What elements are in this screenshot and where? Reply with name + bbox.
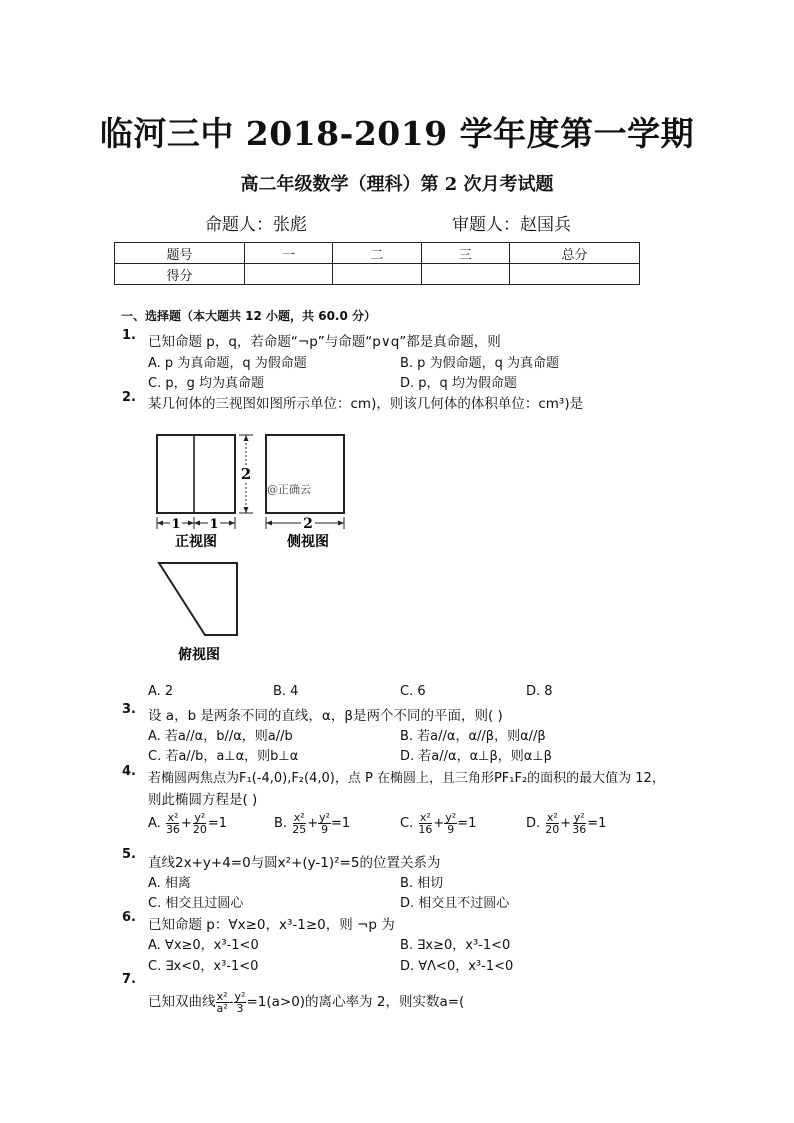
option-c: C. ∃x<0，x³-1<0: [148, 959, 259, 974]
question-text: 已知命题 p，q，若命题“¬p”与命题“p∨q”都是真命题，则: [148, 334, 501, 350]
numerator: y²: [234, 989, 246, 1003]
option-d: D. 8: [526, 684, 553, 699]
option-label: B.: [274, 816, 288, 831]
option-c: C. 相交且过圆心: [148, 896, 244, 911]
table-cell: 三: [421, 243, 509, 264]
option-a: A. $\frac{\text{x²}}{36}$ + $\frac{\text{y²}}{20}$ =1: [148, 811, 228, 836]
denominator: 25: [292, 823, 307, 836]
question-text: 若椭圆两焦点为F₁(-4,0),F₂(4,0)，点 P 在椭圆上，且三角形PF₁F₂的面积的最大值为 12，: [148, 771, 665, 786]
score-input-cell[interactable]: [510, 264, 640, 285]
option-c: C. 6: [400, 684, 426, 699]
dim-label: 1: [209, 517, 219, 532]
numerator: y²: [194, 811, 206, 824]
denominator: 20: [545, 823, 560, 836]
score-input-cell[interactable]: [333, 264, 421, 285]
option-label: A.: [148, 816, 161, 831]
question-number: 4.: [122, 764, 136, 779]
fraction: [417, 812, 433, 835]
dim-label: 2: [303, 516, 313, 532]
option-b: B. $\frac{\text{x²}}{25}$ + $\frac{\text{y²}}{9}$ =1: [274, 811, 351, 836]
denominator: 9: [321, 823, 329, 836]
option-d: D. 若a//α，α⊥β，则α⊥β: [400, 749, 552, 764]
table-row: [115, 243, 640, 264]
denominator: 16: [418, 823, 433, 836]
option-a: A. 2: [148, 684, 174, 699]
numerator: y²: [319, 811, 331, 824]
equation-rhs: =1: [207, 816, 228, 831]
table-cell: 得分: [115, 264, 245, 285]
option-b: B. p 为假命题，q 为真命题: [400, 356, 559, 371]
numerator: x²: [216, 989, 228, 1003]
numerator: x²: [546, 811, 558, 824]
front-view: [157, 435, 235, 550]
denominator: 36: [165, 823, 180, 836]
top-view-label: 俯视图: [178, 647, 220, 663]
numerator: y²: [445, 811, 457, 824]
score-input-cell[interactable]: [421, 264, 509, 285]
fraction: [318, 812, 331, 835]
option-a: A. 若a//α，b//α，则a//b: [148, 729, 293, 744]
denominator: 9: [447, 823, 455, 836]
fraction: [216, 991, 229, 1014]
numerator: x²: [167, 811, 179, 824]
fraction: [291, 812, 307, 835]
numerator: y²: [573, 811, 585, 824]
question-text: 已知命题 p：∀x≥0，x³-1≥0，则 ¬p 为: [148, 917, 395, 933]
question-text: 直线2x+y+4=0与圆x²+(y-1)²=5的位置关系为: [148, 855, 441, 871]
option-b: B. 若a//α，α//β，则α//β: [400, 729, 546, 744]
question-text-part: =1(a>0)的离心率为 2，则实数a=(: [246, 994, 465, 1010]
option-b: B. 4: [273, 684, 299, 699]
option-label: C.: [400, 816, 414, 831]
score-table: [114, 242, 640, 285]
option-a: A. ∀x≥0，x³-1<0: [148, 938, 259, 953]
denominator: 20: [192, 823, 207, 836]
fraction: [165, 812, 181, 835]
question-text-continued: 则此椭圆方程是( ): [148, 792, 258, 808]
option-d: D. ∀Λ<0，x³-1<0: [400, 959, 514, 974]
fraction: [571, 812, 587, 835]
question-number: 7.: [122, 972, 136, 987]
option-c: C. p，g 均为真命题: [148, 376, 264, 391]
option-label: D.: [526, 816, 541, 831]
question-text: 某几何体的三视图如图所示单位：cm)，则该几何体的体积单位：cm³)是: [148, 396, 584, 412]
three-view-figure: [145, 425, 365, 670]
question-number: 3.: [122, 702, 136, 717]
fraction: [444, 812, 457, 835]
option-a: A. 相离: [148, 876, 191, 891]
question-text: 已知双曲线 $\frac{\text{x²}}{\text{a²}}$ - $\frac{\text{y²}}{3}$ =1(a>0)的离心率为 2，则实数a=(: [148, 989, 465, 1015]
question-number: 5.: [122, 847, 136, 862]
reviewer-line: 审题人：赵国兵: [452, 215, 571, 235]
option-a: A. p 为真命题，q 为假命题: [148, 356, 307, 371]
numerator: x²: [293, 811, 305, 824]
option-b: B. ∃x≥0，x³-1<0: [400, 938, 511, 953]
exam-title: 临河三中 2018-2019 学年度第一学期: [99, 114, 695, 153]
option-d: D. 相交且不过圆心: [400, 896, 510, 911]
equation-rhs: =1: [457, 816, 477, 831]
numerator: x²: [419, 811, 431, 824]
fraction: [192, 812, 208, 835]
table-cell: 二: [333, 243, 421, 264]
author-line: 命题人：张彪: [205, 215, 307, 235]
option-b: B. 相切: [400, 876, 444, 891]
denominator: a²: [216, 1001, 228, 1015]
table-cell: 一: [244, 243, 332, 264]
denominator: 36: [572, 823, 587, 836]
score-input-cell[interactable]: [244, 264, 332, 285]
section-heading: 一、选择题（本大题共 12 小题，共 60.0 分）: [121, 309, 377, 323]
table-row: [115, 264, 640, 285]
fraction: [234, 991, 247, 1014]
question-number: 2.: [122, 390, 136, 405]
table-cell: 题号: [115, 243, 245, 264]
dim-label: 2: [240, 465, 252, 483]
height-dimension: [239, 435, 253, 513]
dim-label: 1: [171, 517, 181, 532]
equation-rhs: =1: [331, 816, 351, 831]
side-view-label: 侧视图: [287, 534, 329, 550]
watermark: @正确云: [267, 483, 311, 496]
denominator: 3: [236, 1001, 244, 1015]
question-number: 6.: [122, 910, 136, 925]
table-cell: 总分: [510, 243, 640, 264]
option-d: D. p，q 均为假命题: [400, 376, 517, 391]
question-number: 1.: [122, 328, 136, 343]
exam-subtitle: 高二年级数学（理科）第 2 次月考试题: [240, 174, 554, 195]
top-view: [159, 563, 237, 663]
option-c: C. 若a//b，a⊥α，则b⊥α: [148, 749, 299, 764]
question-text: 设 a，b 是两条不同的直线，α，β是两个不同的平面，则( ): [148, 708, 503, 724]
equation-rhs: =1: [587, 816, 607, 831]
question-text-part: 已知双曲线: [148, 994, 216, 1010]
option-c: C. $\frac{\text{x²}}{16}$ + $\frac{\text{y²}}{9}$ =1: [400, 811, 477, 836]
option-d: D. $\frac{\text{x²}}{20}$ + $\frac{\text{y²}}{36}$ =1: [526, 811, 607, 836]
side-view: [266, 435, 344, 550]
front-view-label: 正视图: [175, 534, 217, 550]
fraction: [544, 812, 560, 835]
